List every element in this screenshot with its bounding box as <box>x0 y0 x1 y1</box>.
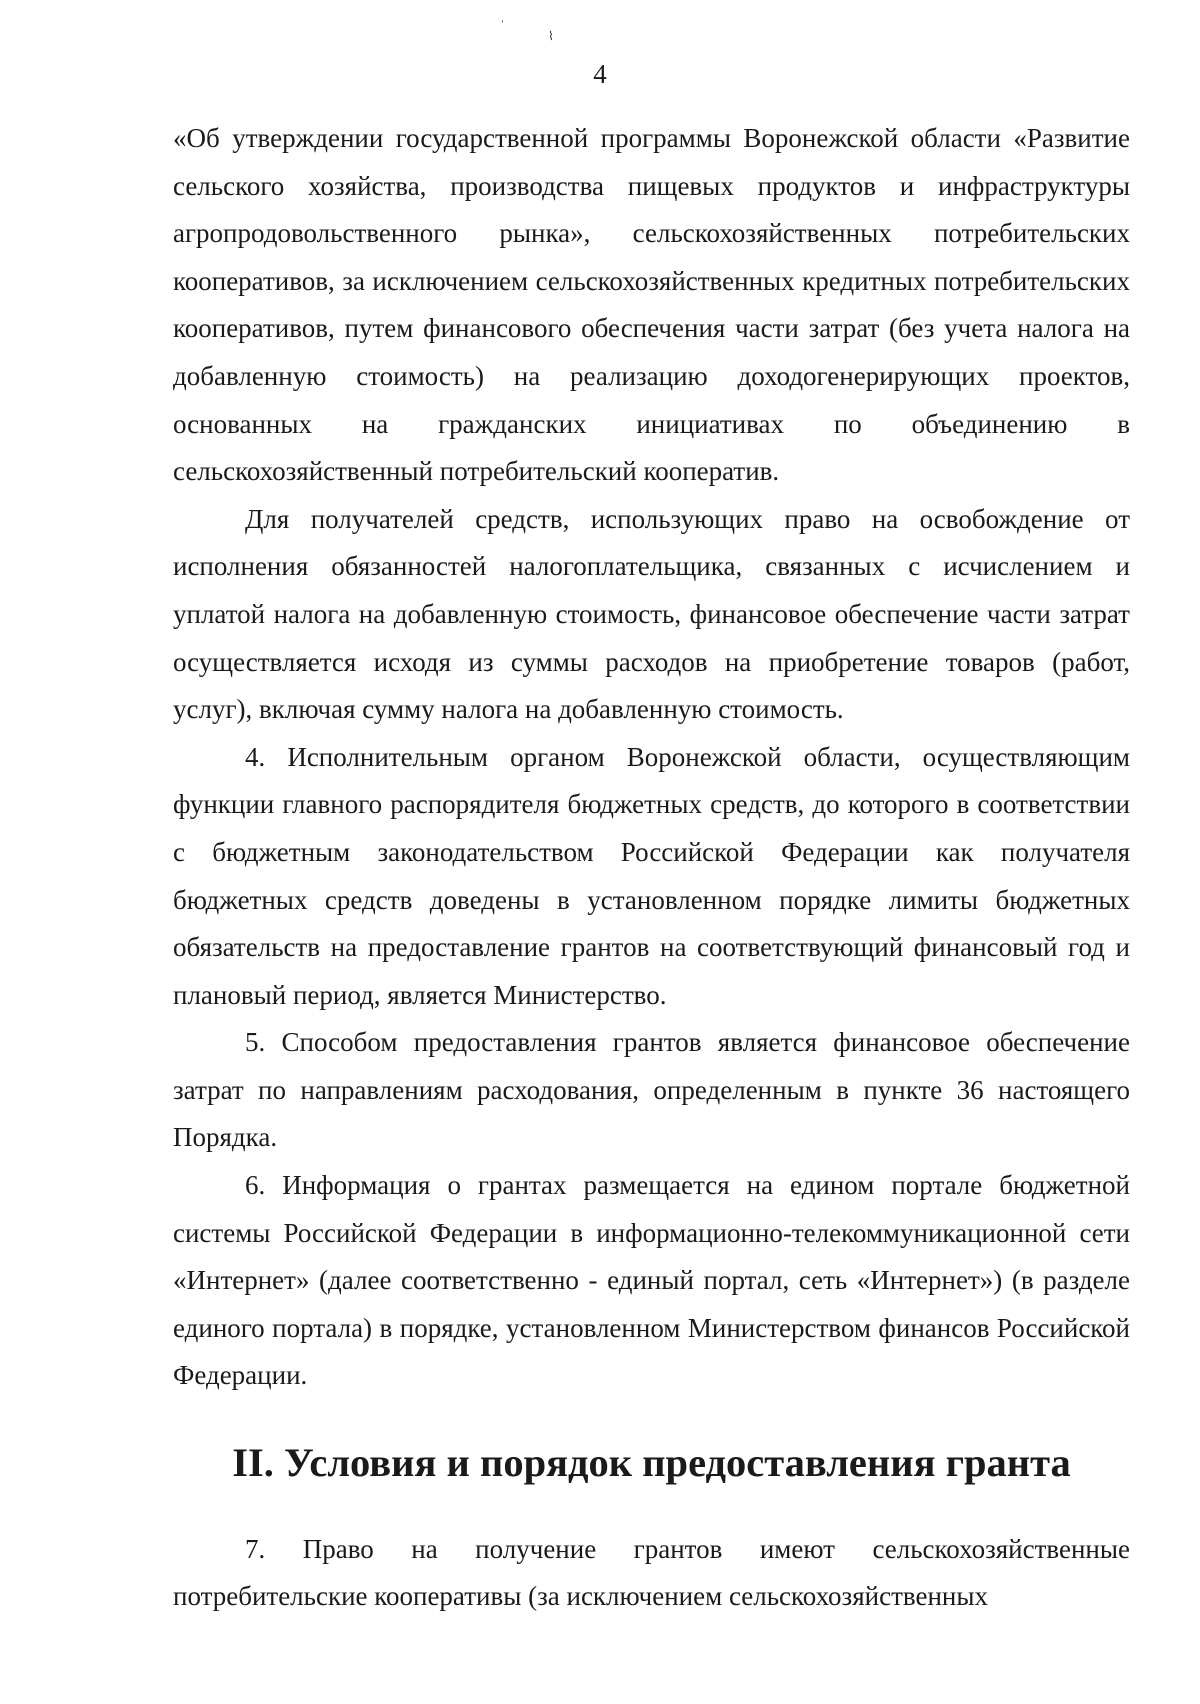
page-number: 4 <box>593 59 607 89</box>
paragraph-program-continuation: «Об утверждении государственной программы Воронежской области «Развитие сельского хозяйства, производства пищевых продуктов и инфраструктуры агропродовольственного рынка», сельскохозяйственных потребительских кооперативов, за исключением сельскохозяйственных кредитных потребительских кооперативов, путем финансового обеспечения части затрат (без учета налога на добавленную стоимость) на реализацию доходогенерирующих проектов, основанных на гражданских инициативах по объединению в сельскохозяйственный потребительский кооператив. <box>173 123 1130 487</box>
paragraph-item-5: 5. Способом предоставления грантов является финансовое обеспечение затрат по направлениям расходования, определенным в пункте 36 настоящего Порядка. <box>173 1027 1130 1153</box>
scan-artifact-mark: ˈ <box>500 19 505 34</box>
paragraph-item-4: 4. Исполнительным органом Воронежской области, осуществляющим функции главного распорядителя бюджетных средств, до которого в соответствии с бюджетным законодательством Российской Федерации как получателя бюджетных средств доведены в установленном порядке лимиты бюджетных обязательств на предоставление грантов на соответствующий финансовый год и плановый период, является Министерство. <box>173 741 1130 1010</box>
paragraph-item-6: 6. Информация о грантах размещается на едином портале бюджетной системы Российской Федерации в информационно-телекоммуникационной сети «Интернет» (далее соответственно - единый портал, сеть «Интернет») (в разделе единого портала) в порядке, установленном Министерством финансов Российской Федерации. <box>173 1170 1130 1391</box>
paragraph-vat-exemption: Для получателей средств, использующих право на освобождение от исполнения обязанностей налогоплательщика, связанных с исчислением и уплатой налога на добавленную стоимость, финансовое обеспечение части затрат осуществляется исходя из суммы расходов на приобретение товаров (работ, услуг), включая сумму налога на добавленную стоимость. <box>173 503 1130 725</box>
scan-artifact-mark: ⌇ <box>548 29 554 43</box>
paragraph-item-7: 7. Право на получение грантов имеют сельскохозяйственные потребительские кооперативы (за исключением сельскохозяйственных <box>173 1533 1130 1612</box>
section-title: II. Условия и порядок предоставления гранта <box>232 1440 1071 1486</box>
document-body <box>173 115 1130 1621</box>
